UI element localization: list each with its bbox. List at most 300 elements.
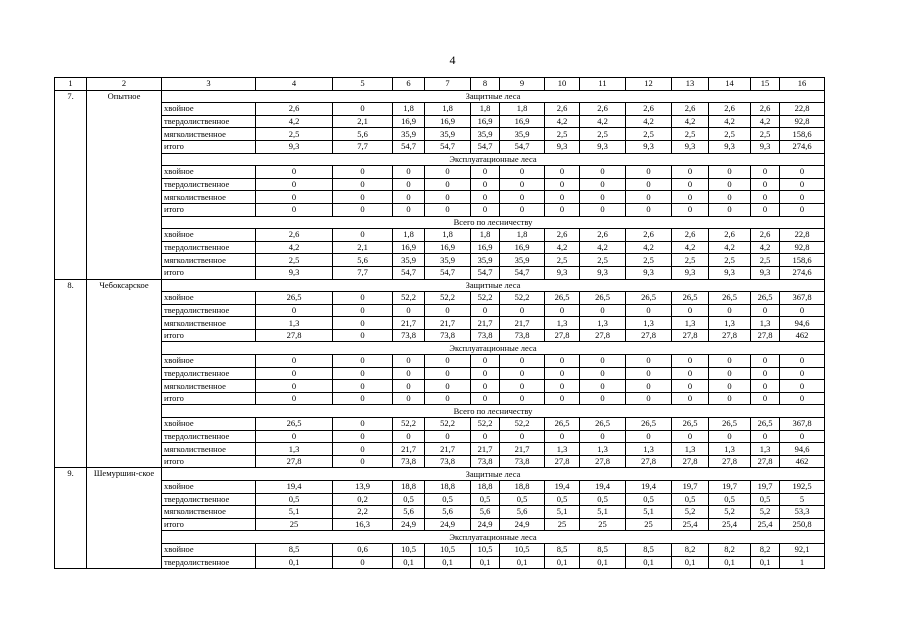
value-cell: 0 [393, 166, 425, 179]
value-cell: 2,5 [672, 128, 709, 141]
value-cell: 2,5 [626, 254, 672, 267]
value-cell: 0 [471, 380, 500, 393]
value-cell: 35,9 [471, 128, 500, 141]
value-cell: 26,5 [672, 292, 709, 305]
value-cell: 2,5 [545, 254, 580, 267]
column-number-header: 4 [256, 78, 333, 91]
value-cell: 18,8 [500, 481, 545, 494]
table-row [55, 203, 825, 216]
value-cell: 0 [256, 191, 333, 204]
value-cell: 25,4 [709, 518, 751, 531]
value-cell: 0 [626, 203, 672, 216]
value-cell: 0,5 [545, 493, 580, 506]
value-cell: 0 [500, 191, 545, 204]
value-cell: 2,2 [333, 506, 393, 519]
value-cell: 0 [393, 203, 425, 216]
table-row [55, 329, 825, 342]
value-cell: 0 [709, 380, 751, 393]
value-cell: 54,7 [471, 266, 500, 279]
value-cell: 1,8 [425, 229, 471, 242]
section-header-row [55, 468, 825, 481]
value-cell: 94,6 [780, 317, 825, 330]
value-cell: 8,5 [256, 543, 333, 556]
value-cell: 27,8 [545, 329, 580, 342]
value-cell: 1,3 [751, 317, 780, 330]
value-cell: 5,1 [626, 506, 672, 519]
value-cell: 0,1 [393, 556, 425, 569]
value-cell: 1,8 [500, 229, 545, 242]
value-cell: 4,2 [545, 115, 580, 128]
value-cell: 73,8 [425, 329, 471, 342]
value-cell: 10,5 [500, 543, 545, 556]
value-cell: 5,6 [471, 506, 500, 519]
value-cell: 52,2 [471, 292, 500, 305]
section-header-row [55, 216, 825, 229]
value-cell: 0 [333, 455, 393, 468]
table-row [55, 317, 825, 330]
value-cell: 0 [672, 166, 709, 179]
value-cell: 0 [626, 191, 672, 204]
value-cell: 250,8 [780, 518, 825, 531]
forest-type-label: хвойное [162, 103, 256, 116]
value-cell: 1 [780, 556, 825, 569]
value-cell: 0 [580, 355, 626, 368]
value-cell: 35,9 [425, 128, 471, 141]
value-cell: 0 [545, 178, 580, 191]
value-cell: 19,7 [751, 481, 780, 494]
value-cell: 73,8 [471, 455, 500, 468]
value-cell: 0 [256, 367, 333, 380]
section-title: Всего по лесничеству [162, 216, 825, 229]
value-cell: 1,3 [256, 317, 333, 330]
value-cell: 0 [780, 392, 825, 405]
table-row [55, 166, 825, 179]
forest-type-label: мягколиственное [162, 128, 256, 141]
value-cell: 2,6 [580, 229, 626, 242]
value-cell: 52,2 [425, 292, 471, 305]
section-title: Защитные леса [162, 468, 825, 481]
value-cell: 2,6 [580, 103, 626, 116]
value-cell: 0 [672, 178, 709, 191]
value-cell: 0 [333, 292, 393, 305]
forest-type-label: итого [162, 140, 256, 153]
table-row [55, 254, 825, 267]
value-cell: 0 [333, 178, 393, 191]
column-number-header: 13 [672, 78, 709, 91]
value-cell: 0 [256, 392, 333, 405]
value-cell: 0 [500, 203, 545, 216]
value-cell: 1,8 [471, 229, 500, 242]
value-cell: 0 [471, 203, 500, 216]
value-cell: 0 [425, 203, 471, 216]
value-cell: 0 [626, 392, 672, 405]
value-cell: 26,5 [626, 418, 672, 431]
value-cell: 0 [709, 203, 751, 216]
value-cell: 0,5 [672, 493, 709, 506]
value-cell: 0 [333, 355, 393, 368]
value-cell: 0 [425, 380, 471, 393]
value-cell: 73,8 [425, 455, 471, 468]
value-cell: 21,7 [500, 443, 545, 456]
value-cell: 0 [333, 229, 393, 242]
value-cell: 9,3 [672, 140, 709, 153]
value-cell: 27,8 [672, 455, 709, 468]
value-cell: 0 [672, 304, 709, 317]
value-cell: 0 [626, 355, 672, 368]
value-cell: 25,4 [672, 518, 709, 531]
value-cell: 9,3 [751, 266, 780, 279]
value-cell: 53,3 [780, 506, 825, 519]
value-cell: 0 [500, 430, 545, 443]
table-row [55, 266, 825, 279]
section-header-row [55, 405, 825, 418]
value-cell: 0 [709, 178, 751, 191]
value-cell: 9,3 [709, 140, 751, 153]
value-cell: 0 [709, 166, 751, 179]
value-cell: 0 [580, 380, 626, 393]
forest-type-label: хвойное [162, 481, 256, 494]
value-cell: 4,2 [256, 115, 333, 128]
value-cell: 8,2 [672, 543, 709, 556]
value-cell: 0 [580, 367, 626, 380]
value-cell: 35,9 [393, 128, 425, 141]
value-cell: 9,3 [709, 266, 751, 279]
value-cell: 0,1 [500, 556, 545, 569]
value-cell: 18,8 [425, 481, 471, 494]
value-cell: 73,8 [500, 455, 545, 468]
column-number-row [55, 78, 825, 91]
forestry-name: Чебоксарское [87, 279, 162, 468]
value-cell: 0,5 [471, 493, 500, 506]
value-cell: 9,3 [545, 266, 580, 279]
value-cell: 0 [425, 304, 471, 317]
value-cell: 0 [709, 430, 751, 443]
value-cell: 0,1 [626, 556, 672, 569]
value-cell: 5,1 [545, 506, 580, 519]
value-cell: 0,5 [709, 493, 751, 506]
table-row [55, 191, 825, 204]
value-cell: 19,4 [626, 481, 672, 494]
value-cell: 0 [500, 367, 545, 380]
section-title: Эксплуатационные леса [162, 342, 825, 355]
value-cell: 16,9 [393, 115, 425, 128]
value-cell: 9,3 [256, 266, 333, 279]
table-row [55, 443, 825, 456]
forest-type-label: хвойное [162, 166, 256, 179]
value-cell: 25,4 [751, 518, 780, 531]
value-cell: 2,6 [545, 229, 580, 242]
value-cell: 5,6 [333, 254, 393, 267]
value-cell: 8,5 [580, 543, 626, 556]
forest-type-label: твердолиственное [162, 178, 256, 191]
value-cell: 0 [333, 367, 393, 380]
value-cell: 0 [545, 367, 580, 380]
value-cell: 0 [672, 191, 709, 204]
page-number: 4 [449, 53, 456, 67]
value-cell: 0 [393, 355, 425, 368]
value-cell: 0 [425, 178, 471, 191]
value-cell: 5 [780, 493, 825, 506]
value-cell: 16,9 [425, 241, 471, 254]
value-cell: 0,1 [471, 556, 500, 569]
value-cell: 4,2 [626, 115, 672, 128]
column-number-header: 15 [751, 78, 780, 91]
value-cell: 22,8 [780, 103, 825, 116]
forest-type-label: итого [162, 266, 256, 279]
value-cell: 0 [545, 430, 580, 443]
value-cell: 0 [626, 380, 672, 393]
value-cell: 1,8 [500, 103, 545, 116]
value-cell: 21,7 [393, 317, 425, 330]
forest-type-label: мягколиственное [162, 380, 256, 393]
value-cell: 2,1 [333, 115, 393, 128]
value-cell: 0 [393, 367, 425, 380]
value-cell: 7,7 [333, 140, 393, 153]
value-cell: 52,2 [393, 292, 425, 305]
value-cell: 0 [333, 430, 393, 443]
value-cell: 0 [751, 191, 780, 204]
value-cell: 9,3 [580, 140, 626, 153]
value-cell: 52,2 [393, 418, 425, 431]
value-cell: 0 [780, 166, 825, 179]
value-cell: 0 [709, 304, 751, 317]
value-cell: 94,6 [780, 443, 825, 456]
column-number-header: 5 [333, 78, 393, 91]
value-cell: 10,5 [425, 543, 471, 556]
value-cell: 0 [672, 355, 709, 368]
value-cell: 0 [709, 355, 751, 368]
value-cell: 2,6 [709, 229, 751, 242]
value-cell: 52,2 [500, 292, 545, 305]
value-cell: 2,6 [256, 103, 333, 116]
value-cell: 26,5 [256, 292, 333, 305]
value-cell: 27,8 [580, 455, 626, 468]
forestry-number: 7. [55, 90, 87, 279]
value-cell: 0 [672, 380, 709, 393]
section-title: Защитные леса [162, 90, 825, 103]
section-title: Эксплуатационные леса [162, 531, 825, 544]
value-cell: 27,8 [256, 455, 333, 468]
value-cell: 1,8 [425, 103, 471, 116]
value-cell: 462 [780, 329, 825, 342]
forestry-number: 8. [55, 279, 87, 468]
value-cell: 9,3 [545, 140, 580, 153]
value-cell: 19,7 [709, 481, 751, 494]
value-cell: 0 [256, 430, 333, 443]
column-number-header: 10 [545, 78, 580, 91]
forest-type-label: твердолиственное [162, 304, 256, 317]
value-cell: 5,2 [709, 506, 751, 519]
value-cell: 35,9 [500, 128, 545, 141]
value-cell: 2,5 [626, 128, 672, 141]
column-number-header: 14 [709, 78, 751, 91]
section-header-row [55, 90, 825, 103]
value-cell: 19,4 [545, 481, 580, 494]
section-header-row [55, 342, 825, 355]
value-cell: 8,2 [751, 543, 780, 556]
value-cell: 24,9 [500, 518, 545, 531]
value-cell: 367,8 [780, 292, 825, 305]
value-cell: 0 [545, 380, 580, 393]
value-cell: 4,2 [672, 241, 709, 254]
value-cell: 0 [333, 443, 393, 456]
value-cell: 0 [626, 430, 672, 443]
table-row [55, 430, 825, 443]
value-cell: 52,2 [471, 418, 500, 431]
value-cell: 0 [780, 380, 825, 393]
value-cell: 0 [500, 392, 545, 405]
forest-type-label: итого [162, 329, 256, 342]
value-cell: 2,5 [545, 128, 580, 141]
value-cell: 0 [333, 203, 393, 216]
forestry-name: Шемуршин-ское [87, 468, 162, 569]
value-cell: 5,6 [333, 128, 393, 141]
value-cell: 0 [333, 304, 393, 317]
value-cell: 0,5 [425, 493, 471, 506]
value-cell: 0 [751, 178, 780, 191]
value-cell: 0 [256, 380, 333, 393]
value-cell: 4,2 [709, 115, 751, 128]
value-cell: 1,3 [256, 443, 333, 456]
value-cell: 0 [751, 367, 780, 380]
value-cell: 0,5 [256, 493, 333, 506]
forest-type-label: твердолиственное [162, 556, 256, 569]
value-cell: 4,2 [580, 115, 626, 128]
forest-type-label: твердолиственное [162, 430, 256, 443]
value-cell: 0 [780, 203, 825, 216]
value-cell: 27,8 [709, 329, 751, 342]
value-cell: 367,8 [780, 418, 825, 431]
value-cell: 4,2 [751, 115, 780, 128]
value-cell: 1,8 [393, 229, 425, 242]
value-cell: 0 [471, 178, 500, 191]
value-cell: 0 [333, 392, 393, 405]
value-cell: 0 [672, 203, 709, 216]
table-row [55, 140, 825, 153]
value-cell: 2,5 [709, 254, 751, 267]
value-cell: 54,7 [393, 266, 425, 279]
value-cell: 27,8 [672, 329, 709, 342]
value-cell: 26,5 [256, 418, 333, 431]
value-cell: 0 [393, 380, 425, 393]
value-cell: 21,7 [393, 443, 425, 456]
value-cell: 0 [751, 166, 780, 179]
value-cell: 0,5 [580, 493, 626, 506]
value-cell: 16,9 [393, 241, 425, 254]
value-cell: 25 [256, 518, 333, 531]
value-cell: 0,1 [256, 556, 333, 569]
table-row [55, 493, 825, 506]
value-cell: 0 [425, 355, 471, 368]
forest-type-label: итого [162, 392, 256, 405]
value-cell: 26,5 [545, 418, 580, 431]
value-cell: 0 [580, 166, 626, 179]
forest-type-label: итого [162, 455, 256, 468]
value-cell: 1,3 [580, 443, 626, 456]
value-cell: 0 [751, 430, 780, 443]
value-cell: 35,9 [471, 254, 500, 267]
value-cell: 0 [471, 355, 500, 368]
value-cell: 9,3 [626, 266, 672, 279]
value-cell: 0 [626, 304, 672, 317]
value-cell: 26,5 [626, 292, 672, 305]
table-row [55, 115, 825, 128]
forest-type-label: мягколиственное [162, 506, 256, 519]
value-cell: 16,9 [500, 241, 545, 254]
value-cell: 0 [425, 166, 471, 179]
value-cell: 5,2 [672, 506, 709, 519]
value-cell: 27,8 [626, 455, 672, 468]
value-cell: 0 [626, 166, 672, 179]
value-cell: 0 [425, 367, 471, 380]
table-row [55, 556, 825, 569]
forest-type-label: мягколиственное [162, 191, 256, 204]
value-cell: 2,6 [709, 103, 751, 116]
column-number-header: 6 [393, 78, 425, 91]
value-cell: 0 [333, 556, 393, 569]
table-row [55, 355, 825, 368]
value-cell: 54,7 [500, 266, 545, 279]
value-cell: 21,7 [500, 317, 545, 330]
value-cell: 27,8 [580, 329, 626, 342]
value-cell: 26,5 [580, 418, 626, 431]
table-row [55, 455, 825, 468]
table-row [55, 506, 825, 519]
value-cell: 0 [256, 355, 333, 368]
value-cell: 26,5 [709, 418, 751, 431]
value-cell: 0 [751, 392, 780, 405]
value-cell: 0 [500, 304, 545, 317]
table-row [55, 367, 825, 380]
value-cell: 10,5 [393, 543, 425, 556]
value-cell: 24,9 [471, 518, 500, 531]
value-cell: 54,7 [471, 140, 500, 153]
value-cell: 21,7 [471, 317, 500, 330]
value-cell: 10,5 [471, 543, 500, 556]
value-cell: 0 [393, 178, 425, 191]
value-cell: 4,2 [751, 241, 780, 254]
value-cell: 92,8 [780, 115, 825, 128]
section-title: Защитные леса [162, 279, 825, 292]
forest-type-label: хвойное [162, 418, 256, 431]
value-cell: 4,2 [256, 241, 333, 254]
value-cell: 0,6 [333, 543, 393, 556]
value-cell: 16,9 [500, 115, 545, 128]
value-cell: 0 [333, 103, 393, 116]
forest-type-label: твердолиственное [162, 241, 256, 254]
value-cell: 9,3 [256, 140, 333, 153]
value-cell: 0 [780, 191, 825, 204]
column-number-header: 8 [471, 78, 500, 91]
value-cell: 25 [545, 518, 580, 531]
table-row [55, 229, 825, 242]
column-number-header: 1 [55, 78, 87, 91]
value-cell: 0 [425, 191, 471, 204]
value-cell: 0 [471, 430, 500, 443]
column-number-header: 7 [425, 78, 471, 91]
column-number-header: 9 [500, 78, 545, 91]
value-cell: 19,7 [672, 481, 709, 494]
value-cell: 0 [333, 380, 393, 393]
table-row [55, 380, 825, 393]
value-cell: 2,5 [709, 128, 751, 141]
value-cell: 2,6 [751, 103, 780, 116]
value-cell: 54,7 [500, 140, 545, 153]
value-cell: 4,2 [545, 241, 580, 254]
table-row [55, 543, 825, 556]
value-cell: 54,7 [425, 140, 471, 153]
value-cell: 1,3 [626, 317, 672, 330]
